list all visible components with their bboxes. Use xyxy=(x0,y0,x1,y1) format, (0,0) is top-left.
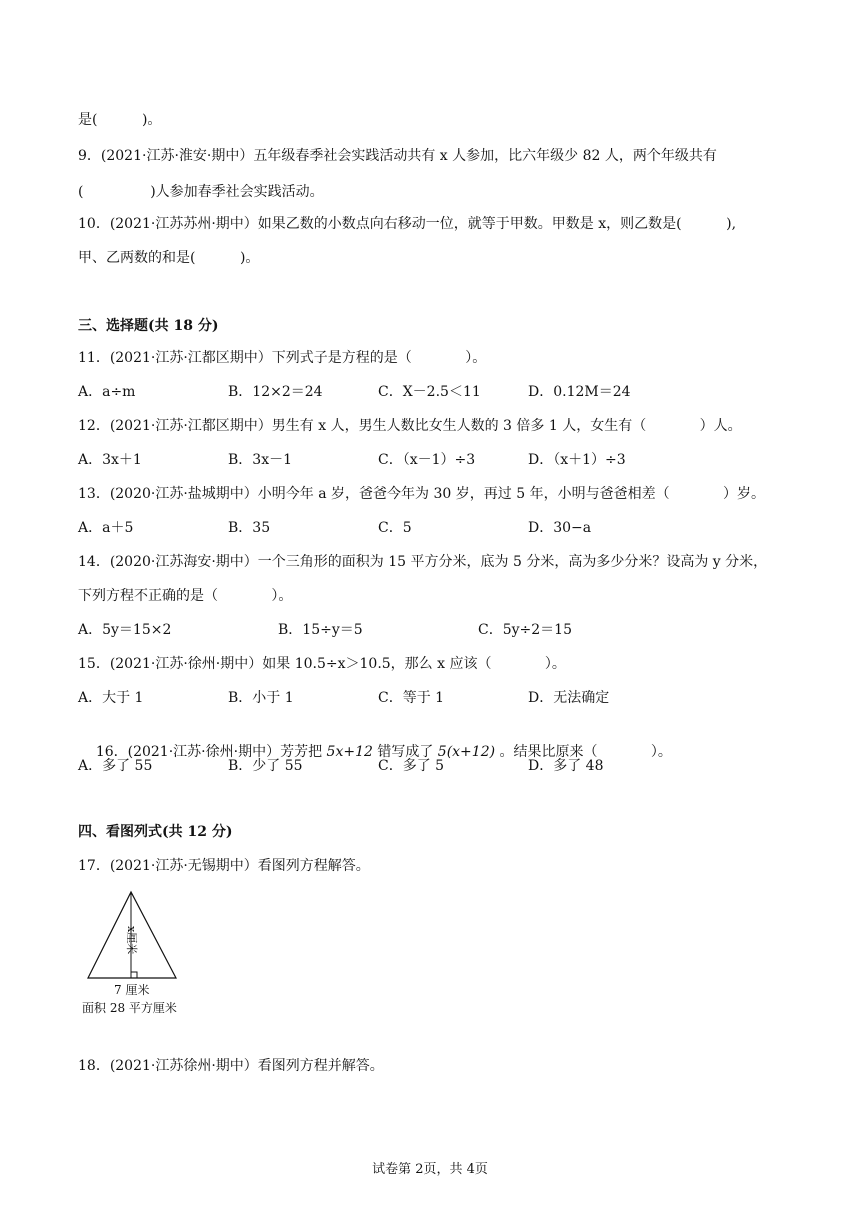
q15-option-b: B．小于 1 xyxy=(228,690,294,706)
q16-stem-c: 。结果比原来（ ）。 xyxy=(495,744,672,760)
q13-option-a: A．a＋5 xyxy=(78,520,134,536)
q8-tail: 是( )。 xyxy=(78,112,162,128)
q10-line2: 甲、乙两数的和是( )。 xyxy=(78,250,260,266)
q12-option-d: D．（x＋1）÷3 xyxy=(528,452,626,468)
height-label: x厘米 xyxy=(125,926,138,955)
q11-stem: 11．(2021·江苏·江都区期中）下列式子是方程的是（ ）。 xyxy=(78,350,487,366)
q14-option-c: C．5y÷2＝15 xyxy=(478,622,572,638)
q10-line1: 10．(2021·江苏苏州·期中）如果乙数的小数点向右移动一位，就等于甲数。甲数是 x，则乙数是( ), xyxy=(78,216,737,232)
q13-stem: 13．(2020·江苏·盐城期中）小明今年 a 岁，爸爸今年为 30 岁，再过 5 年，小明与爸爸相差（ ）岁。 xyxy=(78,486,765,502)
q9-line2: ( )人参加春季社会实践活动。 xyxy=(78,184,324,200)
q13-option-c: C．5 xyxy=(378,520,412,536)
q16-option-d: D．多了 48 xyxy=(528,758,604,774)
q11-option-c: C．X－2.5＜11 xyxy=(378,384,481,400)
right-angle-mark xyxy=(131,972,137,978)
q15-option-d: D．无法确定 xyxy=(528,690,610,706)
q12-stem: 12．(2021·江苏·江都区期中）男生有 x 人，男生人数比女生人数的 3 倍多 1 人，女生有（ ）人。 xyxy=(78,418,742,434)
q12-option-c: C．（x－1）÷3 xyxy=(378,452,476,468)
q16-option-c: C．多了 5 xyxy=(378,758,445,774)
q12-option-a: A．3x＋1 xyxy=(78,452,142,468)
section-4-title: 四、看图列式(共 12 分) xyxy=(78,824,233,840)
question-18: 18．(2021·江苏徐州·期中）看图列方程并解答。 xyxy=(78,1058,384,1074)
page-footer: 试卷第 2页，共 4页 xyxy=(372,1162,488,1177)
q13-option-d: D．30−a xyxy=(528,520,592,536)
q16-stem-a: 16．(2021·江苏·徐州·期中）芳芳把 xyxy=(95,744,327,760)
q15-stem: 15．(2021·江苏·徐州·期中）如果 10.5÷x＞10.5，那么 x 应该（ ）。 xyxy=(78,656,566,672)
q16-option-b: B．少了 55 xyxy=(228,758,303,774)
q16-expr1: 5x+12 xyxy=(326,744,373,760)
q16-option-a: A．多了 55 xyxy=(78,758,153,774)
q14-line1: 14．(2020·江苏海安·期中）一个三角形的面积为 15 平方分米，底为 5 分米，高为多少分米？设高为 y 分米， xyxy=(78,554,768,570)
q16-stem-b: 错写成了 xyxy=(372,744,438,760)
q11-option-a: A．a÷m xyxy=(78,384,136,400)
q11-option-b: B．12×2＝24 xyxy=(228,384,323,400)
q17-stem: 17．(2021·江苏·无锡期中）看图列方程解答。 xyxy=(78,858,370,874)
q16-expr2: 5(x+12) xyxy=(437,744,496,760)
q13-option-b: B．35 xyxy=(228,520,271,536)
triangle-figure xyxy=(82,888,192,1016)
q15-option-a: A．大于 1 xyxy=(78,690,144,706)
q11-option-d: D．0.12M＝24 xyxy=(528,384,631,400)
q12-option-b: B．3x－1 xyxy=(228,452,292,468)
q14-option-b: B．15÷y＝5 xyxy=(278,622,363,638)
q15-option-c: C．等于 1 xyxy=(378,690,445,706)
section-3-title: 三、选择题(共 18 分) xyxy=(78,318,219,334)
base-label: 7 厘米 xyxy=(114,983,150,997)
q14-line2: 下列方程不正确的是（ ）。 xyxy=(78,588,293,604)
q14-option-a: A．5y＝15×2 xyxy=(78,622,172,638)
area-label: 面积 28 平方厘米 xyxy=(82,1001,177,1015)
q9-line1: 9．(2021·江苏·淮安·期中）五年级春季社会实践活动共有 x 人参加，比六年级少 82 人，两个年级共有 xyxy=(78,148,717,164)
